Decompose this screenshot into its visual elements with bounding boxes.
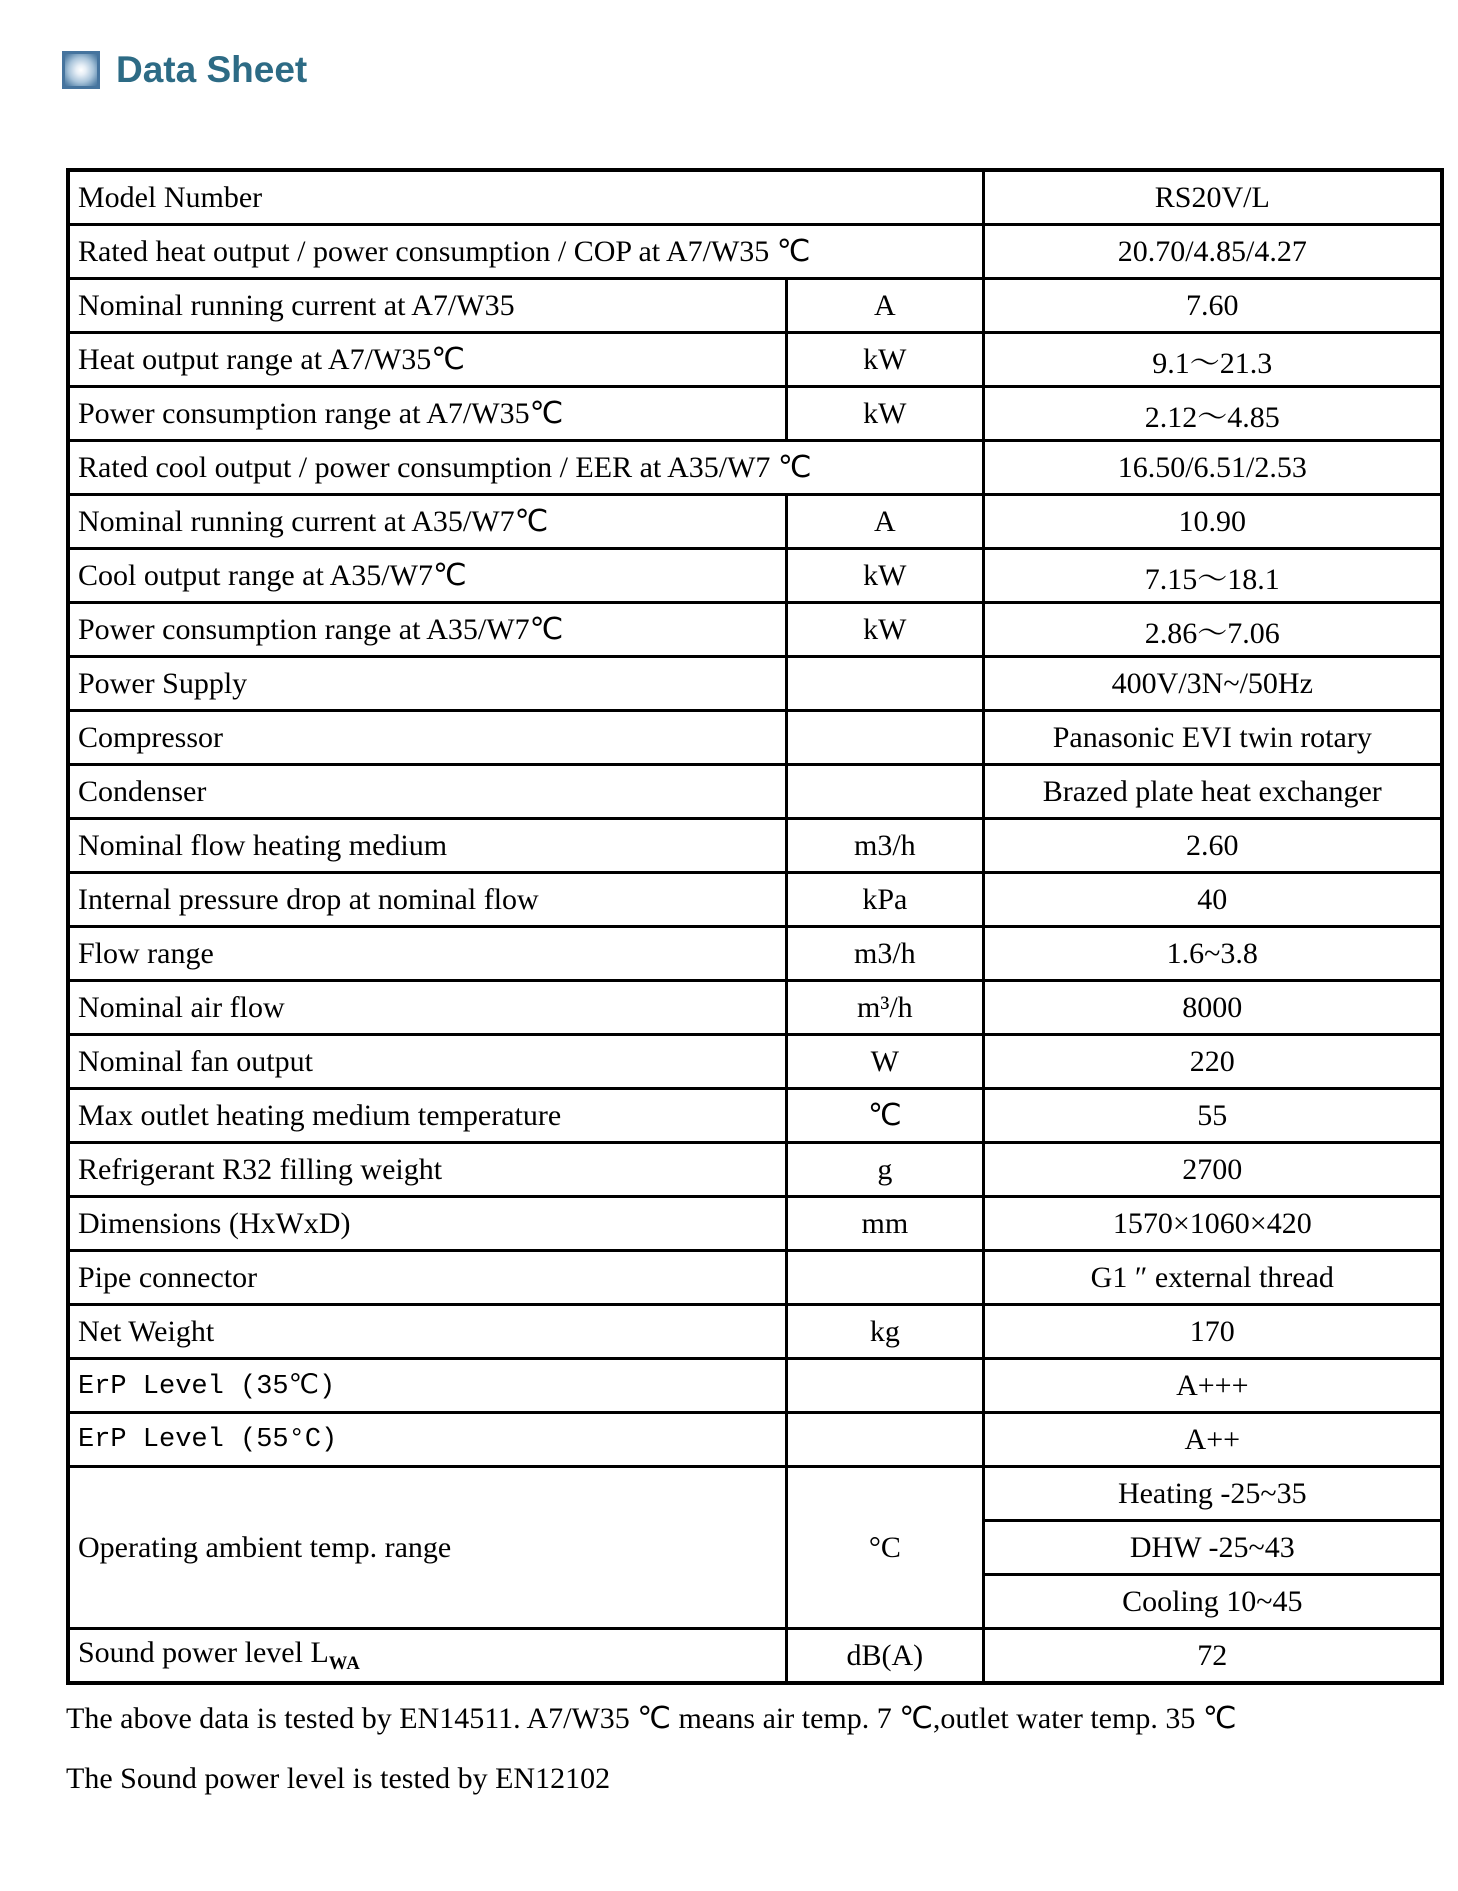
table-row <box>68 1197 1442 1251</box>
spec-label: Max outlet heating medium temperature <box>68 1089 787 1143</box>
spec-label: Compressor <box>68 711 787 765</box>
spec-unit: mm <box>787 1197 983 1251</box>
spec-value: 72 <box>983 1629 1442 1684</box>
table-row <box>68 1089 1442 1143</box>
spec-value: A+++ <box>983 1359 1442 1413</box>
spec-unit <box>787 1413 983 1467</box>
spec-unit: W <box>787 1035 983 1089</box>
table-row <box>68 711 1442 765</box>
spec-unit <box>787 1359 983 1413</box>
spec-value: 1570×1060×420 <box>983 1197 1442 1251</box>
table-row <box>68 1413 1442 1467</box>
spec-unit <box>787 765 983 819</box>
spec-label: Heat output range at A7/W35℃ <box>68 333 787 387</box>
spec-value: 9.1～21.3 <box>983 333 1442 387</box>
spec-label: Nominal air flow <box>68 981 787 1035</box>
table-row <box>68 873 1442 927</box>
table-row <box>68 981 1442 1035</box>
table-row <box>68 819 1442 873</box>
spec-label: Condenser <box>68 765 787 819</box>
spec-label: Power consumption range at A35/W7℃ <box>68 603 787 657</box>
table-row <box>68 441 1442 495</box>
spec-unit: m³/h <box>787 981 983 1035</box>
spec-label: Net Weight <box>68 1305 787 1359</box>
spec-label: Dimensions (HxWxD) <box>68 1197 787 1251</box>
footer-note-sound-standard: The Sound power level is tested by EN12102 <box>66 1762 611 1795</box>
spec-value: 2.86～7.06 <box>983 603 1442 657</box>
spec-unit <box>787 1251 983 1305</box>
spec-label: Nominal running current at A35/W7℃ <box>68 495 787 549</box>
spec-label: Rated cool output / power consumption / EER at A35/W7 ℃ <box>68 441 983 495</box>
spec-label <box>68 1629 787 1684</box>
table-row <box>68 927 1442 981</box>
spec-label: Pipe connector <box>68 1251 787 1305</box>
spec-value: 7.15～18.1 <box>983 549 1442 603</box>
table-row <box>68 603 1442 657</box>
spec-value: 55 <box>983 1089 1442 1143</box>
spec-value: 7.60 <box>983 279 1442 333</box>
spec-label: Rated heat output / power consumption / COP at A7/W35 ℃ <box>68 225 983 279</box>
spec-value: 2.12～4.85 <box>983 387 1442 441</box>
spec-value: A++ <box>983 1413 1442 1467</box>
spec-unit: m3/h <box>787 819 983 873</box>
spec-label: ErP Level (55°C) <box>68 1413 787 1467</box>
table-row <box>68 1251 1442 1305</box>
spec-value: Panasonic EVI twin rotary <box>983 711 1442 765</box>
spec-value: 1.6~3.8 <box>983 927 1442 981</box>
table-row <box>68 279 1442 333</box>
table-row <box>68 333 1442 387</box>
table-row <box>68 1035 1442 1089</box>
spec-unit: kW <box>787 333 983 387</box>
spec-unit: kPa <box>787 873 983 927</box>
table-row <box>68 170 1442 225</box>
spec-unit: A <box>787 495 983 549</box>
spec-unit: g <box>787 1143 983 1197</box>
spec-value: G1 ″ external thread <box>983 1251 1442 1305</box>
spec-label: Nominal fan output <box>68 1035 787 1089</box>
spec-label: Power Supply <box>68 657 787 711</box>
spec-unit <box>787 711 983 765</box>
spec-value: 220 <box>983 1035 1442 1089</box>
spec-value: 8000 <box>983 981 1442 1035</box>
spec-value: 170 <box>983 1305 1442 1359</box>
spec-label: ErP Level (35℃) <box>68 1359 787 1413</box>
table-row <box>68 495 1442 549</box>
spec-value: Brazed plate heat exchanger <box>983 765 1442 819</box>
spec-value: 16.50/6.51/2.53 <box>983 441 1442 495</box>
table-row <box>68 1305 1442 1359</box>
spec-value: 400V/3N~/50Hz <box>983 657 1442 711</box>
spec-label: Nominal flow heating medium <box>68 819 787 873</box>
table-row <box>68 765 1442 819</box>
spec-unit: kW <box>787 603 983 657</box>
spec-unit: °C <box>787 1467 983 1629</box>
data-sheet-table <box>66 168 1444 1685</box>
spec-unit: kg <box>787 1305 983 1359</box>
spec-unit <box>787 657 983 711</box>
table-row <box>68 1143 1442 1197</box>
spec-value: 10.90 <box>983 495 1442 549</box>
spec-value: Cooling 10~45 <box>983 1575 1442 1629</box>
spec-label: Nominal running current at A7/W35 <box>68 279 787 333</box>
table-row <box>68 387 1442 441</box>
sound-level-subscript: WA <box>328 1653 361 1674</box>
spec-label: Flow range <box>68 927 787 981</box>
spec-value: RS20V/L <box>983 170 1442 225</box>
spec-unit: dB(A) <box>787 1629 983 1684</box>
spec-value: 40 <box>983 873 1442 927</box>
spec-unit: ℃ <box>787 1089 983 1143</box>
spec-value: 20.70/4.85/4.27 <box>983 225 1442 279</box>
spec-value: 2700 <box>983 1143 1442 1197</box>
spec-value: 2.60 <box>983 819 1442 873</box>
spec-unit: A <box>787 279 983 333</box>
spec-value: DHW -25~43 <box>983 1521 1442 1575</box>
table-row <box>68 1359 1442 1413</box>
footer-note-test-standard: The above data is tested by EN14511. A7/W35 ℃ means air temp. 7 ℃,outlet water temp. 35 ℃ <box>66 1702 1237 1735</box>
spec-value: Heating -25~35 <box>983 1467 1442 1521</box>
gradient-square-bullet-icon <box>62 51 100 89</box>
spec-unit: kW <box>787 387 983 441</box>
spec-label: Refrigerant R32 filling weight <box>68 1143 787 1197</box>
spec-label: Internal pressure drop at nominal flow <box>68 873 787 927</box>
page-header <box>62 48 1458 92</box>
table-row <box>68 549 1442 603</box>
table-row <box>68 225 1442 279</box>
spec-label: Model Number <box>68 170 983 225</box>
spec-unit: kW <box>787 549 983 603</box>
sound-level-label: Sound power level L <box>78 1636 329 1669</box>
table-row <box>68 657 1442 711</box>
spec-label: Power consumption range at A7/W35℃ <box>68 387 787 441</box>
spec-unit: m3/h <box>787 927 983 981</box>
page-title: Data Sheet <box>116 49 308 90</box>
spec-label: Operating ambient temp. range <box>68 1467 787 1629</box>
spec-label: Cool output range at A35/W7℃ <box>68 549 787 603</box>
table-row <box>68 1629 1442 1684</box>
table-row <box>68 1467 1442 1521</box>
